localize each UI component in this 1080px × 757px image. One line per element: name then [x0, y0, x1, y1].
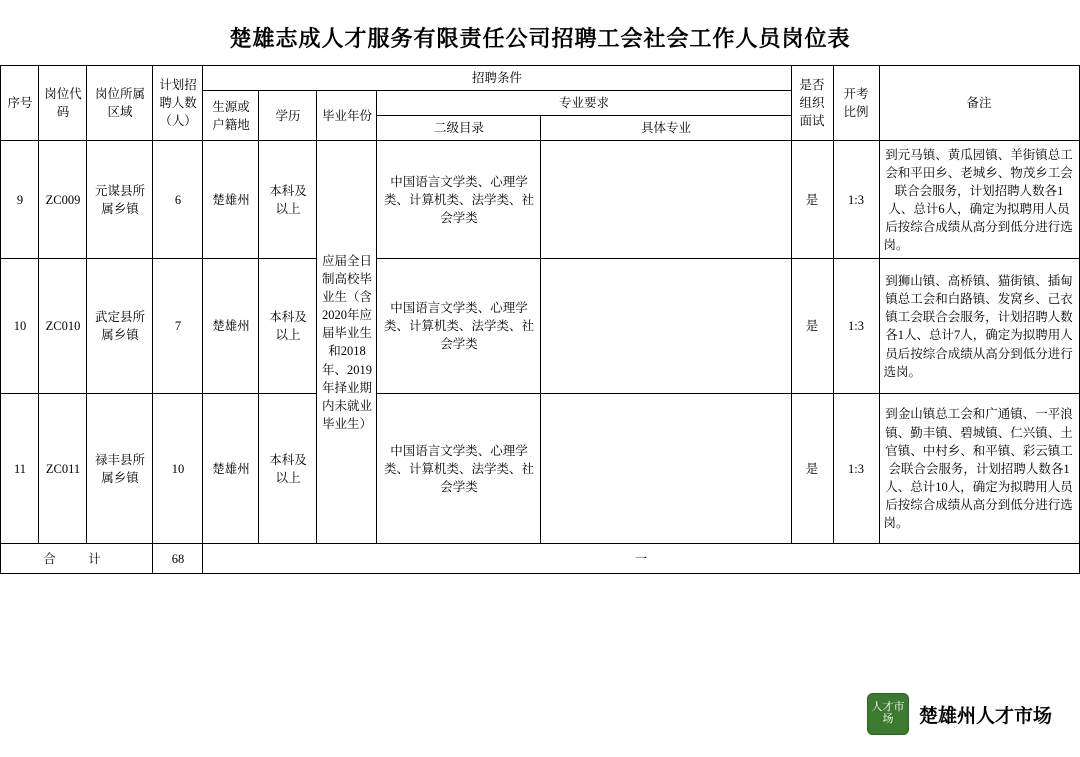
cell-plan: 6 [153, 141, 203, 259]
header-ratio: 开考比例 [833, 66, 879, 141]
page-title: 楚雄志成人才服务有限责任公司招聘工会社会工作人员岗位表 [229, 26, 851, 51]
cell-source: 楚雄州 [203, 141, 259, 259]
header-seq: 序号 [1, 66, 39, 141]
cell-education: 本科及以上 [259, 141, 317, 259]
recruitment-table [0, 65, 1079, 574]
cell-ratio: 1:3 [833, 394, 879, 544]
cell-specific [541, 259, 791, 394]
cell-education: 本科及以上 [259, 394, 317, 544]
header-education: 学历 [259, 91, 317, 141]
header-source: 生源或户籍地 [203, 91, 259, 141]
table-body [1, 141, 1079, 574]
cell-code: ZC009 [39, 141, 87, 259]
cell-specific [541, 394, 791, 544]
total-dash: 一 [203, 544, 1079, 574]
header-remark: 备注 [879, 66, 1079, 141]
table-header [1, 66, 1079, 141]
cell-remark: 到狮山镇、高桥镇、猫街镇、插甸镇总工会和白路镇、发窝乡、己衣镇工会联合会服务，计划招聘人数各1人、总计7人，确定为拟聘用人员后按综合成绩从高分到低分进行选岗。 [879, 259, 1079, 394]
cell-area: 武定县所属乡镇 [87, 259, 153, 394]
brand-name: 楚雄州人才市场 [918, 705, 1052, 727]
header-specific: 具体专业 [541, 116, 791, 141]
header-major-req: 专业要求 [377, 91, 791, 116]
header-category: 二级目录 [377, 116, 541, 141]
cell-seq: 10 [1, 259, 39, 394]
table-row [1, 394, 1079, 544]
cell-ratio: 1:3 [833, 141, 879, 259]
cell-seq: 9 [1, 141, 39, 259]
header-area: 岗位所属区域 [87, 66, 153, 141]
total-label: 合 计 [1, 544, 153, 574]
cell-category: 中国语言文学类、心理学类、计算机类、法学类、社会学类 [377, 394, 541, 544]
header-grad-year: 毕业年份 [317, 91, 377, 141]
cell-remark: 到元马镇、黄瓜园镇、羊街镇总工会和平田乡、老城乡、物茂乡工会联合会服务，计划招聘人数各1人、总计6人，确定为拟聘用人员后按综合成绩从高分到低分进行选岗。 [879, 141, 1079, 259]
cell-interview: 是 [791, 141, 833, 259]
cell-category: 中国语言文学类、心理学类、计算机类、法学类、社会学类 [377, 141, 541, 259]
header-interview: 是否组织面试 [791, 66, 833, 141]
header-conditions: 招聘条件 [203, 66, 791, 91]
cell-source: 楚雄州 [203, 259, 259, 394]
cell-specific [541, 141, 791, 259]
cell-grad-year: 应届全日制高校毕业生（含2020年应届毕业生和2018年、2019年择业期内未就业毕业生） [317, 141, 377, 544]
cell-source: 楚雄州 [203, 394, 259, 544]
cell-interview: 是 [791, 259, 833, 394]
table-total-row [1, 544, 1079, 574]
cell-category: 中国语言文学类、心理学类、计算机类、法学类、社会学类 [377, 259, 541, 394]
cell-code: ZC011 [39, 394, 87, 544]
cell-seq: 11 [1, 394, 39, 544]
cell-interview: 是 [791, 394, 833, 544]
total-value: 68 [153, 544, 203, 574]
footer-brand [867, 693, 1052, 735]
header-plan: 计划招聘人数（人） [153, 66, 203, 141]
cell-area: 禄丰县所属乡镇 [87, 394, 153, 544]
cell-plan: 10 [153, 394, 203, 544]
cell-education: 本科及以上 [259, 259, 317, 394]
cell-code: ZC010 [39, 259, 87, 394]
cell-remark: 到金山镇总工会和广通镇、一平浪镇、勤丰镇、碧城镇、仁兴镇、土官镇、中村乡、和平镇、彩云镇工会联合会服务，计划招聘人数各1人、总计10人，确定为拟聘用人员后按综合成绩从高分到低分进行选岗。 [879, 394, 1079, 544]
cell-ratio: 1:3 [833, 259, 879, 394]
brand-logo-icon: 人才市场 [867, 693, 909, 735]
cell-plan: 7 [153, 259, 203, 394]
table-row [1, 259, 1079, 394]
cell-area: 元谋县所属乡镇 [87, 141, 153, 259]
header-code: 岗位代码 [39, 66, 87, 141]
table-row [1, 141, 1079, 259]
header-row-1 [1, 66, 1079, 91]
